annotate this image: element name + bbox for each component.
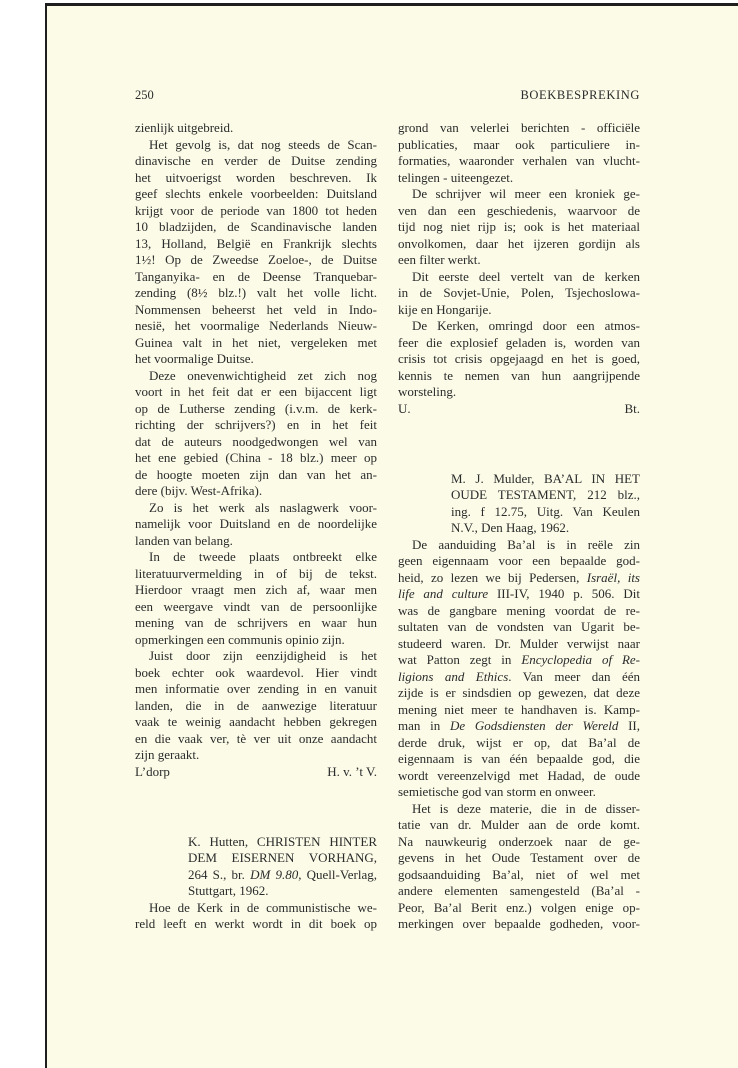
text-line: Tanganyika- en de Deense Tranquebar-: [135, 268, 377, 284]
text-line: 10 bladzijden, de Scandinavische landen: [135, 219, 377, 234]
text-line: Dit eerste deel vertelt van de kerken: [412, 268, 640, 284]
text-line: [398, 586, 640, 602]
page-number: 250: [135, 88, 154, 102]
italic-title: Israël, its: [586, 569, 640, 585]
text-line: Deze onevenwichtigheid zet zich nog: [149, 367, 377, 383]
text-segment: heid, zo lezen we bij Pedersen,: [398, 569, 587, 585]
text-line: Hoe de Kerk in de communistische we-: [149, 899, 377, 915]
signature-author: Bt.: [624, 400, 640, 416]
text-line: formaties, waaronder verhalen van vlucht-: [398, 153, 640, 168]
text-segment: 264 S., br.: [188, 866, 251, 882]
text-line: zijde is er sindsdien op gewezen, dat deze: [398, 685, 640, 701]
text-line: richting der schrijvers?) en in het feit: [135, 417, 377, 432]
text-line: namelijk voor Duitsland en de noordelijke: [135, 516, 377, 531]
text-line: studeerd waren. Dr. Mulder verwijst naar: [398, 635, 640, 651]
text-line: een weergave vindt van de persoonlijke: [135, 598, 377, 614]
text-segment: II,: [618, 718, 640, 734]
text-line: 13, Holland, België en Frankrijk slechts: [135, 235, 377, 251]
text-line: telingen - uiteengezet.: [398, 169, 514, 185]
book-heading-line: ing. f 12.75, Uitg. Van Keulen: [451, 503, 640, 519]
text-line: De schrijver wil meer een kroniek ge-: [412, 186, 640, 201]
book-heading-line: K. Hutten, CHRISTEN HINTER: [188, 833, 377, 849]
text-segment: wat Patton zegt in: [398, 652, 522, 668]
text-line: zienlijk uitgebreid.: [135, 120, 234, 135]
text-line: kennis te nemen van hun aangrijpende: [398, 367, 640, 383]
text-line: godsaanduiding Ba’al, niet of wel met: [398, 866, 640, 882]
text-line: Hierdoor vraagt men zich af, waar men: [135, 582, 377, 597]
text-line: kije en Hongarije.: [398, 301, 492, 317]
text-line: [398, 652, 640, 668]
review-signature: [398, 401, 640, 417]
text-segment: , Quell-Verlag,: [298, 866, 378, 882]
text-line: crisis tot crisis opgejaagd en het is goed,: [398, 351, 640, 366]
text-line: geen eigennaam voor een bepaalde god-: [398, 553, 640, 569]
book-heading-line: DEM EISERNEN VORHANG,: [188, 850, 377, 866]
text-segment: man in: [398, 718, 450, 734]
book-heading-line: [188, 867, 377, 883]
signature-place: L’dorp: [135, 763, 170, 779]
text-line: [398, 669, 640, 685]
text-line: het uitvoerigst worden beschreven. Ik: [135, 169, 377, 185]
text-line: andere elementen samengesteld (Ba’al -: [398, 883, 640, 899]
book-heading-line: N.V., Den Haag, 1962.: [451, 520, 570, 536]
text-line: tatie van dr. Mulder aan de orde komt.: [398, 817, 640, 833]
text-line: landen van belang.: [135, 532, 233, 548]
italic-title: life and culture: [398, 586, 489, 602]
text-segment: III-IV, 1940 p. 506. Dit: [488, 586, 640, 602]
italic-title: Encyclopedia of Re-: [521, 652, 640, 668]
text-line: Guinea valt in het niet, vergeleken met: [135, 334, 377, 350]
book-heading-line: Stuttgart, 1962.: [188, 883, 269, 899]
text-line: gevens in het Oude Testament over de: [398, 850, 640, 866]
text-line: dinavische en verder de Duitse zending: [135, 153, 377, 168]
left-column: [135, 0, 377, 1068]
book-heading-line: M. J. Mulder, BA’AL IN HET: [451, 470, 640, 486]
text-line: merkingen over bepaalde godheden, voor-: [398, 916, 640, 932]
text-line: de hoogte moeten zijn dan van het an-: [135, 466, 377, 482]
text-line: men informatie over zending in en vanuit: [135, 681, 377, 696]
text-line: Het is deze materie, die in de disser-: [412, 800, 640, 816]
text-line: op de Lutherse zending (i.v.m. de kerk-: [135, 400, 377, 416]
text-line: In de tweede plaats ontbreekt elke: [149, 549, 377, 564]
text-line: [398, 570, 640, 586]
right-column: [398, 0, 640, 1068]
text-line: reld leeft en werkt wordt in dit boek op: [135, 916, 377, 932]
text-line: eigennaam is van één bepaalde god, die: [398, 751, 640, 767]
text-line: grond van velerlei berichten - officiële: [398, 120, 640, 135]
text-line: sultaten van de vondsten van Ugarit be-: [398, 619, 640, 635]
italic-title: DM 9.80: [250, 866, 299, 882]
text-line: De Kerken, omringd door een atmos-: [412, 318, 640, 333]
book-heading-line: OUDE TESTAMENT, 212 blz.,: [451, 487, 640, 503]
text-line: Nommensen beheerst het veld in Indo-: [135, 301, 377, 317]
signature-author: H. v. ’t V.: [327, 763, 377, 779]
text-line: opmerkingen een communis opinio zijn.: [135, 631, 345, 647]
text-line: vaak te weinig aandacht hebben gekregen: [135, 714, 377, 729]
text-line: De aanduiding Ba’al is in reële zin: [412, 536, 640, 552]
text-line: publicaties, maar ook particuliere in-: [398, 136, 640, 152]
text-line: was de gangbare mening voordat de re-: [398, 602, 640, 618]
text-line: dat de auteurs noodgedwongen wel van: [135, 433, 377, 449]
text-line: literatuurvermelding in of bij de tekst.: [135, 565, 377, 581]
text-line: 1½! Op de Zweedse Zoeloe-, de Duitse: [135, 252, 377, 267]
signature-place: U.: [398, 400, 411, 416]
text-line: en die vaak ver, tè ver uit onze aandacht: [135, 730, 377, 746]
text-line: boek echter ook waardevol. Hier vindt: [135, 664, 377, 680]
text-line: mening van de schrijvers en waar hun: [135, 615, 377, 630]
text-line: onvolkomen, daar het ijzeren gordijn als: [398, 235, 640, 251]
text-segment: . Van meer dan één: [508, 668, 640, 684]
text-line: feer die explosief geladen is, worden van: [398, 334, 640, 350]
italic-title: ligions and Ethics: [398, 668, 509, 684]
review-signature: [135, 764, 377, 780]
text-line: geef slechts enkele voorbeelden: Duitsland: [135, 186, 377, 201]
text-line: [398, 718, 640, 734]
text-line: ven dan een geschiedenis, waarvoor de: [398, 202, 640, 218]
text-line: semietische god van storm en onweer.: [398, 784, 596, 800]
text-line: Juist door zijn eenzijdigheid is het: [149, 648, 377, 663]
text-line: worsteling.: [398, 384, 457, 399]
text-line: Na nauwkeurig onderzoek naar de ge-: [398, 833, 640, 849]
text-line: in de Sovjet-Unie, Polen, Tsjechoslowa-: [398, 285, 640, 300]
text-line: het ene gebied (China - 18 blz.) meer op: [135, 450, 377, 465]
text-line: krijgt voor de periode van 1800 tot heden: [135, 202, 377, 218]
running-head: BOEKBESPREKING: [520, 88, 640, 102]
text-line: een filter werkt.: [398, 252, 481, 267]
text-line: tijd nog niet rijp is; ook is het materiaal: [398, 219, 640, 234]
text-line: zijn geraakt.: [135, 747, 200, 762]
text-line: Peor, Ba’al Berit enz.) volgen enige op-: [398, 899, 640, 915]
text-line: Zo is het werk als naslagwerk voor-: [149, 499, 377, 515]
text-line: zending (8½ blz.!) valt het volle licht.: [135, 285, 377, 300]
text-line: het voormalige Duitse.: [135, 351, 254, 366]
text-line: dere (bijv. West-Afrika).: [135, 483, 263, 498]
italic-title: De Godsdiensten der Wereld: [449, 718, 619, 734]
text-line: nesië, het voormalige Nederlands Nieuw-: [135, 318, 377, 333]
text-line: wordt vereenzelvigd met Hadad, de oude: [398, 767, 640, 783]
text-line: landen, die in de aanwezige literatuur: [135, 697, 377, 713]
text-line: derde druk, wijst er op, dat Ba’al de: [398, 734, 640, 750]
text-line: voort in het feit dat er een bijaccent ligt: [135, 384, 377, 399]
text-line: Het gevolg is, dat nog steeds de Scan-: [149, 136, 377, 152]
text-line: mening niet meer te handhaven is. Kamp-: [398, 701, 640, 717]
